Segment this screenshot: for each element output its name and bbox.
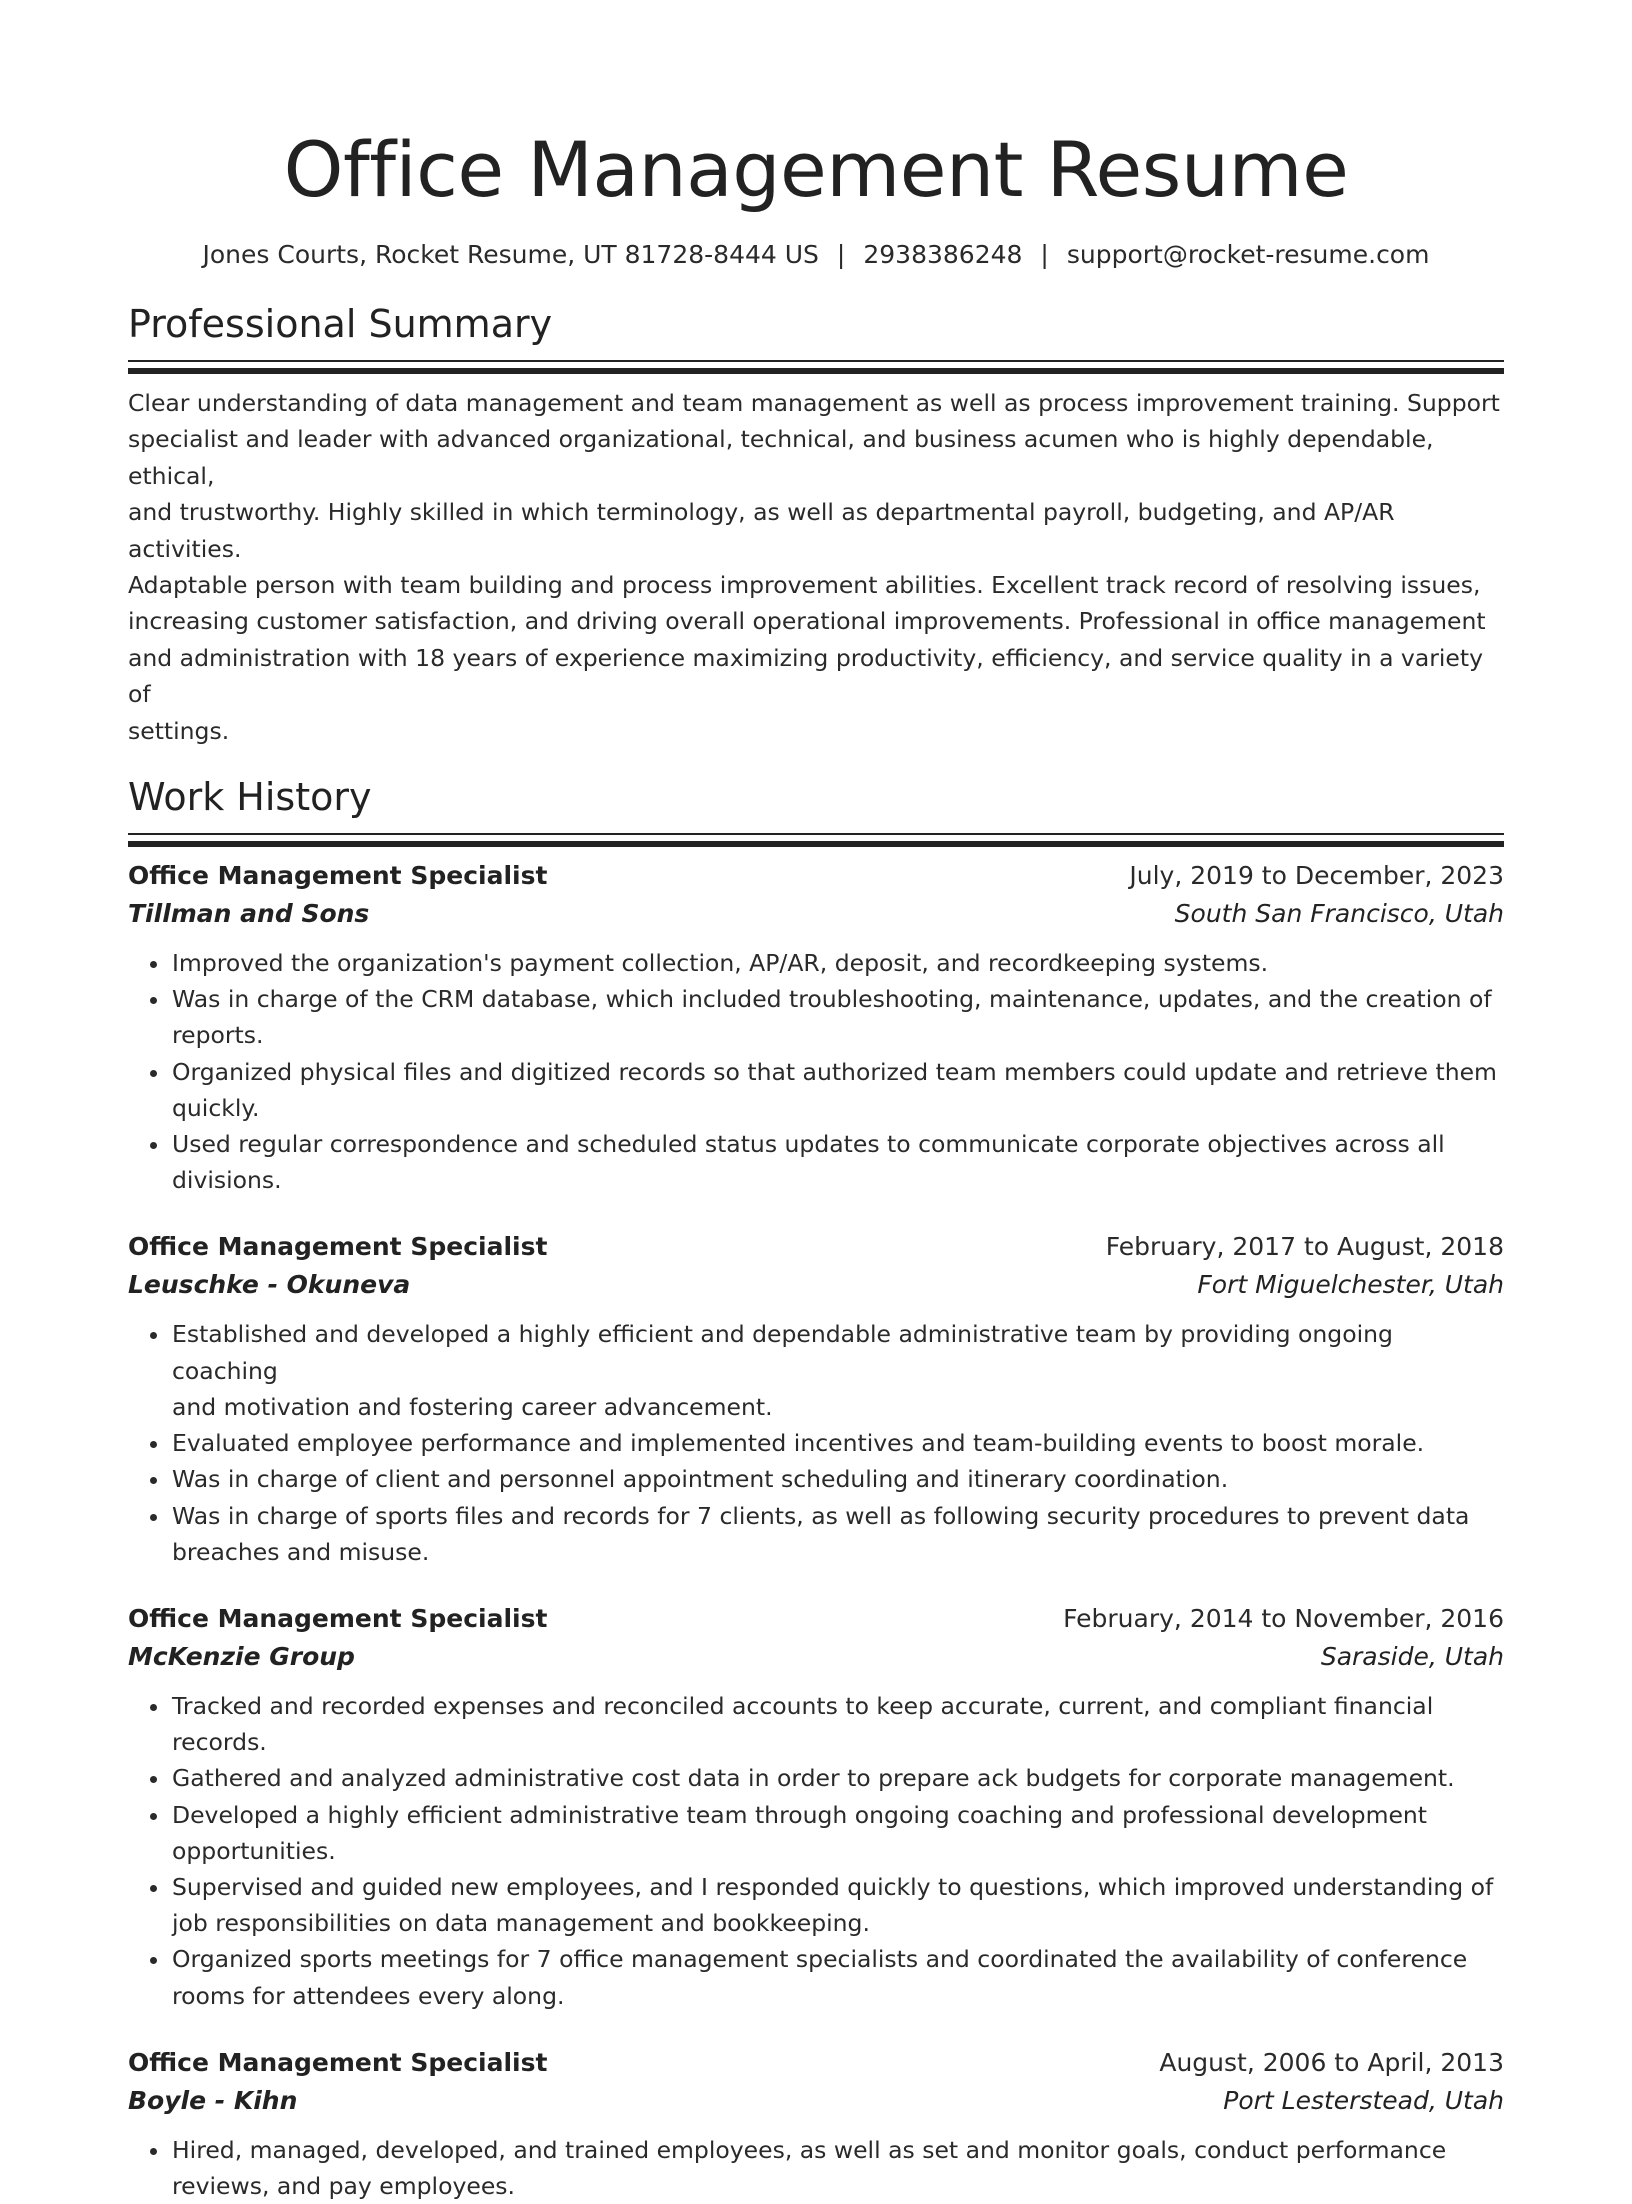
job-bullet: • Tracked and recorded expenses and reconciled accounts to keep accurate, current, and compliant financial records. [171,1688,1504,1760]
job-company: Tillman and Sons [128,899,370,929]
job-company-row [128,895,1504,933]
job-bullet: • Established and developed a highly efficient and dependable administrative team by providing ongoing coaching and motivation and fostering career advancement. [171,1316,1504,1425]
job-entry [128,2044,1504,2204]
job-title: Office Management Specialist [128,1603,548,1633]
section-title-work-history: Work History [128,775,372,820]
job-company-row [128,2082,1504,2120]
job-company: Boyle - Kihn [128,2085,298,2115]
contact-separator: | [1040,240,1049,269]
job-header-row [128,2044,1504,2082]
section-title-summary: Professional Summary [128,302,553,346]
job-bullet: • Was in charge of client and personnel appointment scheduling and itinerary coordination. [171,1461,1504,1497]
job-bullets [128,945,1504,1198]
job-bullets [128,1688,1504,2014]
job-entry [128,1600,1504,2014]
job-company-row [128,1266,1504,1304]
section-divider [128,833,1504,845]
job-location: Saraside, Utah [1320,1641,1504,1671]
contact-address: Jones Courts, Rocket Resume, UT 81728-8444 US [202,240,819,269]
job-bullet: • Was in charge of the CRM database, which included troubleshooting, maintenance, updates, and the creation of reports. [171,981,1504,1053]
job-bullet: • Evaluated employee performance and implemented incentives and team-building events to boost morale. [171,1425,1504,1461]
job-bullet: • Used regular correspondence and scheduled status updates to communicate corporate objectives across all divisions. [171,1126,1504,1198]
job-company: Leuschke - Okuneva [128,1270,411,1300]
job-header-row [128,857,1504,895]
job-bullet: • Organized sports meetings for 7 office management specialists and coordinated the availability of conference rooms for attendees every along. [171,1941,1504,2013]
job-bullet: • Was in charge of sports files and records for 7 clients, as well as following security procedures to prevent data breaches and misuse. [171,1498,1504,1570]
contact-phone[interactable]: 2938386248 [863,240,1023,269]
job-bullets [128,1316,1504,1569]
section-divider [128,360,1504,372]
resume-page [128,0,1504,2204]
job-title: Office Management Specialist [128,2047,548,2077]
job-bullet: • Supervised and guided new employees, and I responded quickly to questions, which improved understanding of job responsibilities on data management and bookkeeping. [171,1869,1504,1941]
job-bullet: • Hired, managed, developed, and trained employees, as well as set and monitor goals, conduct performance reviews, and pay employees. [171,2132,1504,2204]
job-title: Office Management Specialist [128,861,548,891]
job-dates: July, 2019 to December, 2023 [1129,861,1504,891]
contact-line [128,238,1504,272]
job-entry [128,1228,1504,1569]
job-dates: February, 2017 to August, 2018 [1105,1232,1504,1262]
job-bullet: • Improved the organization's payment collection, AP/AR, deposit, and recordkeeping systems. [171,945,1504,981]
contact-separator: | [836,240,846,269]
job-bullet: • Gathered and analyzed administrative cost data in order to prepare ack budgets for corporate management. [171,1760,1504,1796]
job-company-row [128,1638,1504,1676]
job-header-row [128,1600,1504,1638]
job-dates: August, 2006 to April, 2013 [1159,2047,1504,2077]
job-location: Port Lesterstead, Utah [1223,2085,1504,2115]
work-history-list [128,857,1504,2204]
job-location: Fort Miguelchester, Utah [1197,1270,1504,1300]
resume-title: Office Management Resume [283,125,1349,214]
job-dates: February, 2014 to November, 2016 [1063,1603,1504,1633]
job-company: McKenzie Group [128,1641,355,1671]
job-header-row [128,1228,1504,1266]
contact-email[interactable]: support@rocket-resume.com [1066,240,1430,269]
job-bullet: • Developed a highly efficient administrative team through ongoing coaching and professional development opportunities. [171,1797,1504,1869]
job-entry [128,857,1504,1198]
job-bullet: • Organized physical files and digitized records so that authorized team members could update and retrieve them quickly. [171,1054,1504,1126]
job-title: Office Management Specialist [128,1232,548,1262]
summary-text: Clear understanding of data management and team management as well as process improvement training. Support specialist and leader with advanced organizational, technical, and business acumen who is highly dependable, ethical, and trustworthy. Highly skilled in which terminology, as well as departmental payroll, budgeting, and AP/AR activities. Adaptable person with team building and process improvement abilities. Excellent track record of resolving issues, increasing customer satisfaction, and driving overall operational improvements. Professional in office management and administration with 18 years of experience maximizing productivity, efficiency, and service quality in a variety of settings. [128,389,1500,745]
job-bullets [128,2132,1504,2204]
job-location: South San Francisco, Utah [1174,899,1504,929]
